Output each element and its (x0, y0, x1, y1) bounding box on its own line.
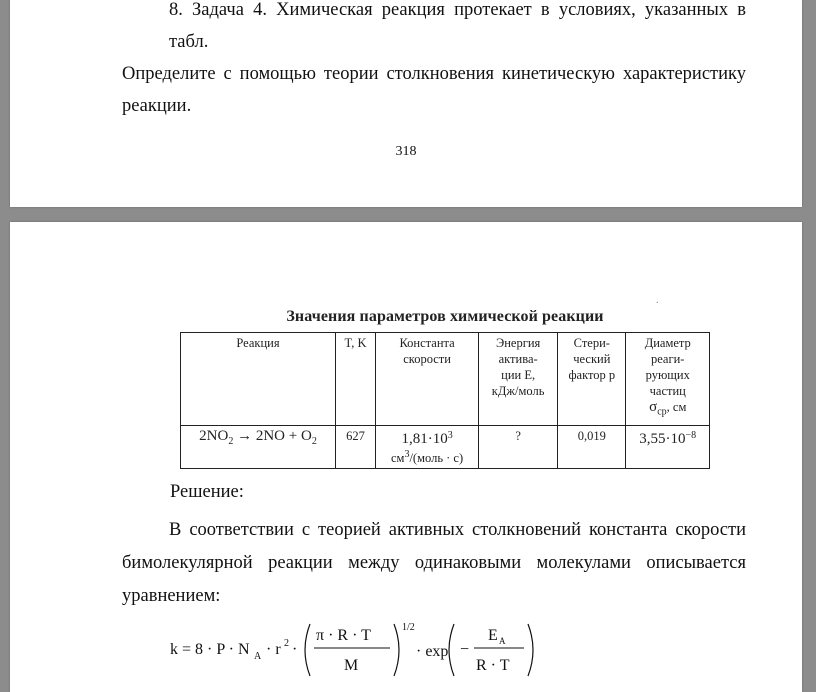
cell-reaction (181, 426, 336, 469)
paren-left-2 (449, 624, 454, 676)
rate-unit-exp: 3 (404, 449, 410, 461)
parameters-table (180, 332, 710, 469)
reaction-right: 2NO + O (255, 428, 312, 444)
formula-exp: · exp (416, 643, 449, 660)
header-steric-3: фактор p (568, 368, 616, 382)
formula-minus: − (460, 641, 470, 658)
table-row (181, 426, 710, 469)
diameter-exponent: −8 (685, 430, 697, 441)
solution-paragraph (122, 514, 746, 613)
paren-right-2 (528, 624, 533, 676)
header-rate-constant (376, 333, 479, 426)
header-diam-4: частиц (649, 384, 686, 398)
formula-lhs: k = 8 · P · N (170, 641, 250, 658)
cell-activation-energy: ? (479, 426, 558, 469)
header-reaction: Реакция (181, 333, 336, 426)
task-line-2: Определите с помощью теории столкновения кинетическую характеристику (122, 64, 746, 84)
header-diameter (626, 333, 710, 426)
reaction-arrow: → (237, 428, 253, 444)
header-rate-2: скорости (403, 352, 451, 366)
formula-frac1-den: M (344, 657, 359, 674)
task-paragraph (122, 0, 746, 122)
cell-steric-factor: 0,019 (558, 426, 626, 469)
header-ea-3: ции E, (501, 368, 536, 382)
reaction-left-sub: 2 (228, 436, 234, 447)
cell-temperature: 627 (336, 426, 376, 469)
solution-line-3: уравнением: (122, 586, 221, 606)
header-steric-1: Стери- (573, 336, 610, 350)
diameter-mantissa: 3,55·10 (639, 431, 686, 448)
cell-diameter (626, 426, 710, 469)
header-temperature: T, K (336, 333, 376, 426)
header-activation-energy (479, 333, 558, 426)
formula-na-sub: A (254, 651, 262, 662)
header-steric-2: ческий (573, 352, 611, 366)
formula-frac2-den: R · T (476, 657, 510, 674)
formula-frac2-num-sub: A (499, 636, 506, 646)
header-rate-1: Константа (399, 336, 455, 350)
cell-rate-constant (376, 426, 479, 469)
header-diam-2: реаги- (650, 352, 685, 366)
sigma-symbol: σ (649, 399, 658, 415)
page-top (10, 0, 802, 207)
formula-dot: · (292, 641, 298, 658)
rate-unit-b: /(моль · с) (409, 451, 464, 466)
formula-r-exp: 2 (284, 638, 289, 649)
formula-frac1-num: π · R · T (316, 627, 371, 644)
formula-frac2-num: E (488, 627, 498, 644)
solution-line-1: В соответствии с теорией активных столкновений константа скорости (169, 520, 746, 540)
table-caption: Значения параметров химической реакции (286, 308, 604, 325)
header-ea-2: актива- (498, 352, 538, 366)
header-ea-4: кДж/моль (491, 384, 545, 398)
task-line-1: 8. Задача 4. Химическая реакция протекает в условиях, указанных в табл. (169, 0, 746, 52)
page-bottom (10, 222, 802, 692)
speck: . (656, 295, 659, 306)
rate-constant-formula (170, 618, 550, 678)
paren-left-1 (305, 624, 310, 676)
reaction-left: 2NO (199, 428, 229, 444)
header-ea-1: Энергия (495, 336, 541, 350)
task-line-3: реакции. (122, 96, 192, 116)
rate-mantissa: 1,81·10 (401, 431, 448, 448)
header-diam-1: Диаметр (644, 336, 691, 350)
header-steric-factor (558, 333, 626, 426)
formula-power: 1/2 (402, 622, 415, 633)
rate-unit-a: см (390, 451, 405, 466)
table-header-row (181, 333, 710, 426)
reaction-right-sub: 2 (311, 436, 317, 447)
formula-r: · r (266, 641, 281, 658)
header-diam-unit: , см (666, 400, 687, 414)
paren-right-1 (394, 624, 399, 676)
rate-exponent: 3 (447, 430, 453, 441)
solution-label: Решение: (170, 482, 244, 502)
page-number: 318 (395, 144, 417, 159)
solution-line-2: бимолекулярной реакции между одинаковыми молекулами описывается (122, 553, 746, 573)
header-diam-3: рующих (645, 368, 690, 382)
sigma-subscript: ср (657, 406, 667, 418)
